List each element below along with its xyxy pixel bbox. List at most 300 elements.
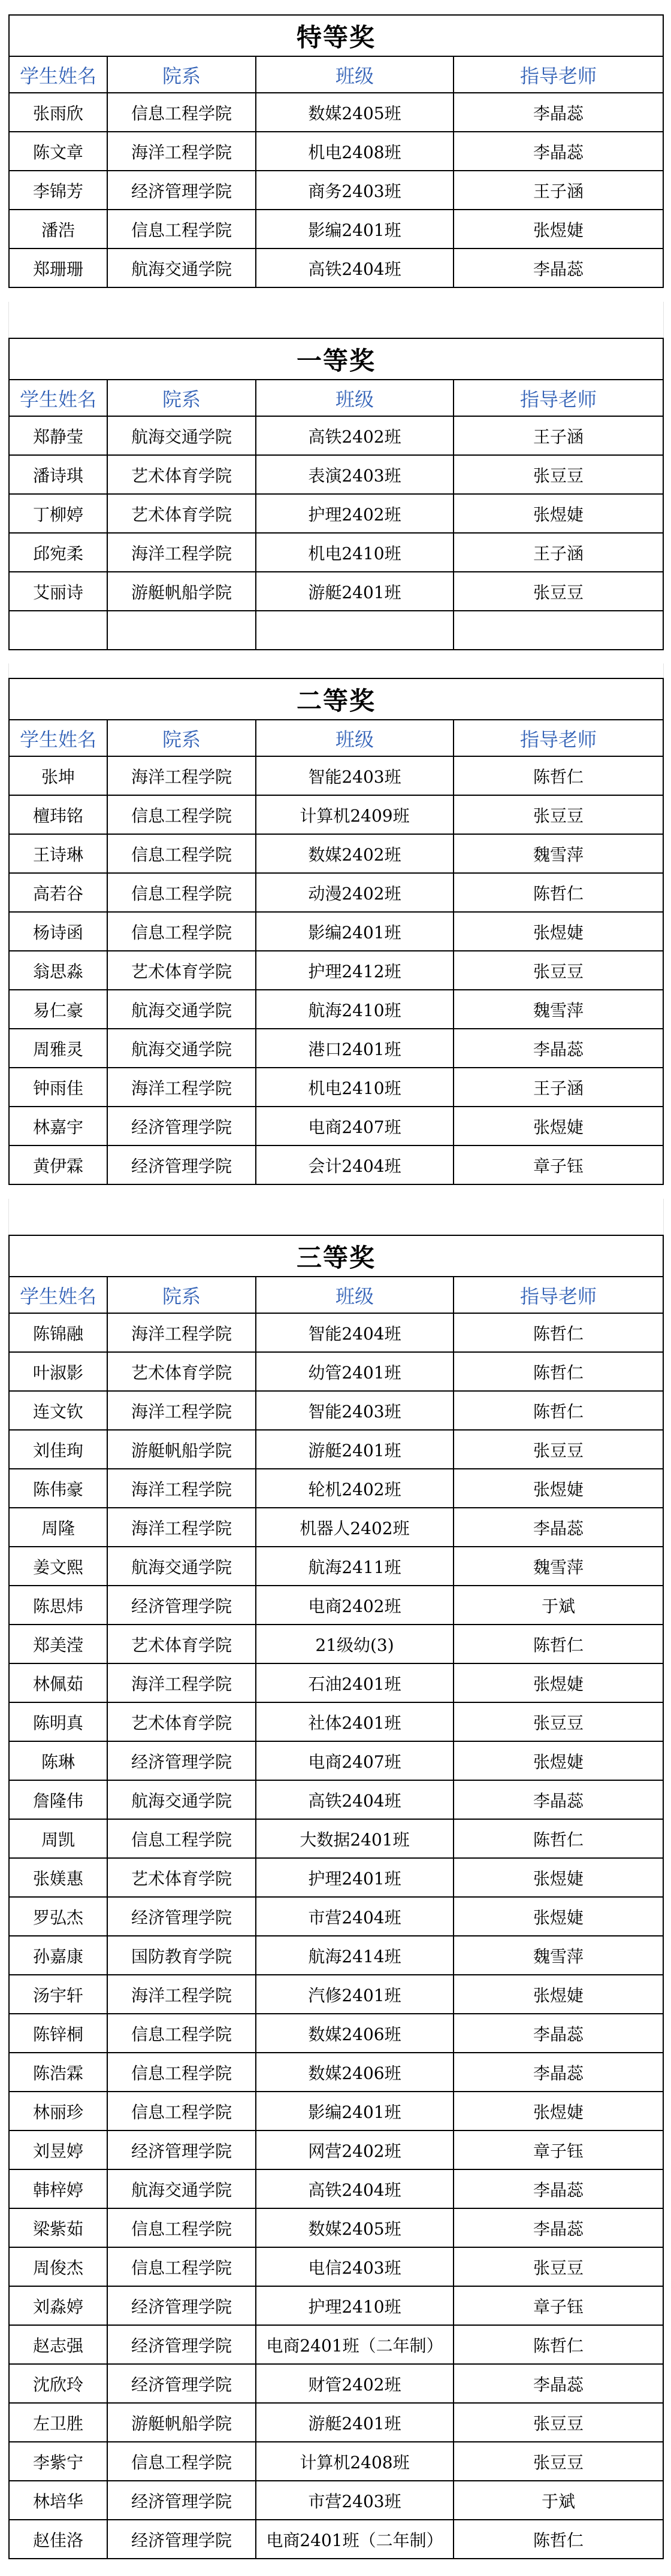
department-cell: 信息工程学院 [107, 2208, 256, 2247]
section-title: 特等奖 [9, 15, 663, 56]
advisor-cell: 章子钰 [454, 2286, 663, 2325]
department-cell: 游艇帆船学院 [107, 2403, 256, 2442]
advisor-cell: 张煜婕 [454, 1741, 663, 1780]
student-name-cell: 周雅灵 [9, 1029, 107, 1068]
table-body [9, 1313, 663, 2559]
class-cell: 机电2410班 [256, 1068, 454, 1107]
advisor-cell: 魏雪萍 [454, 990, 663, 1029]
advisor-cell: 张豆豆 [454, 572, 663, 611]
advisor-cell: 李晶蕊 [454, 248, 663, 287]
department-cell: 经济管理学院 [107, 2520, 256, 2559]
department-cell: 信息工程学院 [107, 2442, 256, 2481]
department-cell: 艺术体育学院 [107, 455, 256, 494]
department-cell: 经济管理学院 [107, 2130, 256, 2169]
class-cell: 汽修2401班 [256, 1975, 454, 2014]
table-row [9, 2403, 663, 2442]
department-cell: 经济管理学院 [107, 1741, 256, 1780]
class-cell: 港口2401班 [256, 1029, 454, 1068]
student-name-cell: 檀玮铭 [9, 795, 107, 834]
table-row [9, 2247, 663, 2286]
student-name-cell: 詹隆伟 [9, 1780, 107, 1819]
table-row [9, 951, 663, 990]
advisor-cell: 张煜婕 [454, 1663, 663, 1702]
advisor-cell: 陈哲仁 [454, 1819, 663, 1858]
advisor-cell: 张豆豆 [454, 951, 663, 990]
student-name-cell: 潘诗琪 [9, 455, 107, 494]
student-name-cell: 林培华 [9, 2481, 107, 2520]
class-cell: 商务2403班 [256, 171, 454, 210]
table-row [9, 1145, 663, 1184]
department-cell: 航海交通学院 [107, 416, 256, 455]
advisor-cell: 李晶蕊 [454, 93, 663, 132]
department-cell: 海洋工程学院 [107, 1975, 256, 2014]
student-name-cell: 周隆 [9, 1508, 107, 1547]
student-name-cell: 丁柳婷 [9, 494, 107, 533]
header-department: 院系 [107, 1277, 256, 1313]
class-cell: 大数据2401班 [256, 1819, 454, 1858]
class-cell: 电商2401班（二年制） [256, 2325, 454, 2364]
header-student-name: 学生姓名 [9, 1277, 107, 1313]
department-cell: 经济管理学院 [107, 1586, 256, 1625]
advisor-cell: 张豆豆 [454, 2247, 663, 2286]
class-cell: 电商2402班 [256, 1586, 454, 1625]
class-cell: 表演2403班 [256, 455, 454, 494]
class-cell: 数媒2406班 [256, 2053, 454, 2092]
advisor-cell: 李晶蕊 [454, 1029, 663, 1068]
department-cell: 经济管理学院 [107, 1145, 256, 1184]
department-cell: 海洋工程学院 [107, 1508, 256, 1547]
table-row [9, 1029, 663, 1068]
advisor-cell: 张煜婕 [454, 1897, 663, 1936]
advisor-cell: 于斌 [454, 1586, 663, 1625]
department-cell: 信息工程学院 [107, 2014, 256, 2053]
student-name-cell: 左卫胜 [9, 2403, 107, 2442]
advisor-cell: 陈哲仁 [454, 2520, 663, 2559]
class-cell: 航海2414班 [256, 1936, 454, 1975]
table-row [9, 2130, 663, 2169]
department-cell: 海洋工程学院 [107, 1068, 256, 1107]
department-cell: 信息工程学院 [107, 2053, 256, 2092]
advisor-cell: 陈哲仁 [454, 756, 663, 795]
table-row [9, 2092, 663, 2130]
header-advisor: 指导老师 [454, 380, 663, 416]
class-cell: 高铁2404班 [256, 248, 454, 287]
student-name-cell: 连文钦 [9, 1391, 107, 1430]
table-row [9, 171, 663, 210]
table-row [9, 1741, 663, 1780]
student-name-cell: 周俊杰 [9, 2247, 107, 2286]
award-section-second [8, 678, 663, 1185]
header-class: 班级 [256, 56, 454, 93]
advisor-cell: 李晶蕊 [454, 2169, 663, 2208]
class-cell: 轮机2402班 [256, 1469, 454, 1508]
header-student-name: 学生姓名 [9, 56, 107, 93]
department-cell: 信息工程学院 [107, 2247, 256, 2286]
department-cell: 游艇帆船学院 [107, 1430, 256, 1469]
header-advisor: 指导老师 [454, 720, 663, 756]
table-row [9, 1508, 663, 1547]
student-name-cell: 韩梓婷 [9, 2169, 107, 2208]
department-cell: 航海交通学院 [107, 248, 256, 287]
table-row [9, 494, 663, 533]
class-cell: 护理2401班 [256, 1858, 454, 1897]
table-row [9, 1313, 663, 1352]
advisor-cell: 张煜婕 [454, 210, 663, 248]
header-department: 院系 [107, 56, 256, 93]
student-name-cell: 罗弘杰 [9, 1897, 107, 1936]
student-name-cell: 邱宛柔 [9, 533, 107, 572]
department-cell: 航海交通学院 [107, 1547, 256, 1586]
class-cell: 护理2410班 [256, 2286, 454, 2325]
table-row [9, 1586, 663, 1625]
student-name-cell: 张雨欣 [9, 93, 107, 132]
table-row [9, 756, 663, 795]
table-row [9, 1352, 663, 1391]
student-name-cell: 张媄惠 [9, 1858, 107, 1897]
department-cell: 航海交通学院 [107, 1029, 256, 1068]
department-cell: 经济管理学院 [107, 1897, 256, 1936]
class-cell: 电商2407班 [256, 1741, 454, 1780]
empty-cell [256, 611, 454, 650]
department-cell: 海洋工程学院 [107, 756, 256, 795]
student-name-cell: 易仁豪 [9, 990, 107, 1029]
class-cell: 电商2407班 [256, 1107, 454, 1145]
student-name-cell: 王诗琳 [9, 834, 107, 873]
table-row [9, 1936, 663, 1975]
class-cell: 电商2401班（二年制） [256, 2520, 454, 2559]
student-name-cell: 高若谷 [9, 873, 107, 912]
student-name-cell: 李紫宁 [9, 2442, 107, 2481]
table-row [9, 2364, 663, 2403]
advisor-cell: 李晶蕊 [454, 132, 663, 171]
department-cell: 艺术体育学院 [107, 494, 256, 533]
award-table [8, 678, 664, 1185]
advisor-cell: 张豆豆 [454, 1702, 663, 1741]
class-cell: 影编2401班 [256, 2092, 454, 2130]
award-section-third [8, 1235, 663, 2559]
department-cell: 艺术体育学院 [107, 1858, 256, 1897]
table-row [9, 2053, 663, 2092]
department-cell: 艺术体育学院 [107, 951, 256, 990]
advisor-cell: 张豆豆 [454, 2403, 663, 2442]
department-cell: 海洋工程学院 [107, 1663, 256, 1702]
class-cell: 智能2403班 [256, 1391, 454, 1430]
table-row [9, 2208, 663, 2247]
student-name-cell: 陈文章 [9, 132, 107, 171]
student-name-cell: 黄伊霖 [9, 1145, 107, 1184]
advisor-cell: 陈哲仁 [454, 1625, 663, 1663]
header-class: 班级 [256, 1277, 454, 1313]
header-student-name: 学生姓名 [9, 380, 107, 416]
student-name-cell: 孙嘉康 [9, 1936, 107, 1975]
table-row [9, 2442, 663, 2481]
award-table [8, 14, 664, 288]
student-name-cell: 叶淑影 [9, 1352, 107, 1391]
advisor-cell: 王子涵 [454, 533, 663, 572]
student-name-cell: 李锦芳 [9, 171, 107, 210]
class-cell: 计算机2409班 [256, 795, 454, 834]
table-row [9, 2325, 663, 2364]
department-cell: 信息工程学院 [107, 1819, 256, 1858]
table-row [9, 1819, 663, 1858]
advisor-cell: 陈哲仁 [454, 873, 663, 912]
advisor-cell: 张豆豆 [454, 795, 663, 834]
department-cell: 信息工程学院 [107, 210, 256, 248]
advisor-cell: 章子钰 [454, 1145, 663, 1184]
table-row [9, 2481, 663, 2520]
student-name-cell: 陈锦融 [9, 1313, 107, 1352]
department-cell: 航海交通学院 [107, 1780, 256, 1819]
table-row [9, 2520, 663, 2559]
header-advisor: 指导老师 [454, 1277, 663, 1313]
student-name-cell: 刘昱婷 [9, 2130, 107, 2169]
table-row [9, 1430, 663, 1469]
class-cell: 石油2401班 [256, 1663, 454, 1702]
section-title: 一等奖 [9, 338, 663, 380]
empty-cell [107, 611, 256, 650]
student-name-cell: 赵志强 [9, 2325, 107, 2364]
student-name-cell: 郑珊珊 [9, 248, 107, 287]
class-cell: 影编2401班 [256, 912, 454, 951]
table-row [9, 912, 663, 951]
table-row [9, 1068, 663, 1107]
class-cell: 电信2403班 [256, 2247, 454, 2286]
table-row [9, 795, 663, 834]
table-row [9, 1107, 663, 1145]
class-cell: 机器人2402班 [256, 1508, 454, 1547]
class-cell: 市营2403班 [256, 2481, 454, 2520]
class-cell: 数媒2405班 [256, 2208, 454, 2247]
department-cell: 经济管理学院 [107, 2481, 256, 2520]
class-cell: 机电2410班 [256, 533, 454, 572]
class-cell: 护理2412班 [256, 951, 454, 990]
table-row [9, 1663, 663, 1702]
advisor-cell: 魏雪萍 [454, 1936, 663, 1975]
table-row [9, 1469, 663, 1508]
department-cell: 经济管理学院 [107, 171, 256, 210]
class-cell: 航海2411班 [256, 1547, 454, 1586]
class-cell: 游艇2401班 [256, 2403, 454, 2442]
department-cell: 海洋工程学院 [107, 1313, 256, 1352]
student-name-cell: 刘佳珣 [9, 1430, 107, 1469]
student-name-cell: 陈思炜 [9, 1586, 107, 1625]
department-cell: 信息工程学院 [107, 834, 256, 873]
department-cell: 经济管理学院 [107, 1107, 256, 1145]
class-cell: 财管2402班 [256, 2364, 454, 2403]
student-name-cell: 姜文熙 [9, 1547, 107, 1586]
advisor-cell: 张煜婕 [454, 1469, 663, 1508]
student-name-cell: 梁紫茹 [9, 2208, 107, 2247]
student-name-cell: 翁思淼 [9, 951, 107, 990]
advisor-cell: 王子涵 [454, 416, 663, 455]
table-row [9, 93, 663, 132]
class-cell: 航海2410班 [256, 990, 454, 1029]
award-section-special [8, 14, 663, 288]
advisor-cell: 张煜婕 [454, 912, 663, 951]
class-cell: 会计2404班 [256, 1145, 454, 1184]
department-cell: 海洋工程学院 [107, 1391, 256, 1430]
advisor-cell: 陈哲仁 [454, 1313, 663, 1352]
advisor-cell: 章子钰 [454, 2130, 663, 2169]
student-name-cell: 张坤 [9, 756, 107, 795]
table-body [9, 93, 663, 287]
table-row [9, 1975, 663, 2014]
table-row [9, 2169, 663, 2208]
class-cell: 动漫2402班 [256, 873, 454, 912]
table-row [9, 2286, 663, 2325]
table-row [9, 1391, 663, 1430]
class-cell: 网营2402班 [256, 2130, 454, 2169]
empty-cell [454, 611, 663, 650]
advisor-cell: 李晶蕊 [454, 2014, 663, 2053]
student-name-cell: 林嘉宇 [9, 1107, 107, 1145]
section-gap [8, 302, 664, 338]
empty-cell [9, 611, 107, 650]
section-gap [8, 1199, 664, 1235]
advisor-cell: 魏雪萍 [454, 1547, 663, 1586]
award-table [8, 1235, 664, 2559]
class-cell: 影编2401班 [256, 210, 454, 248]
department-cell: 经济管理学院 [107, 2286, 256, 2325]
advisor-cell: 张煜婕 [454, 494, 663, 533]
class-cell: 游艇2401班 [256, 1430, 454, 1469]
student-name-cell: 林佩茹 [9, 1663, 107, 1702]
class-cell: 幼管2401班 [256, 1352, 454, 1391]
table-row [9, 416, 663, 455]
student-name-cell: 郑美滢 [9, 1625, 107, 1663]
student-name-cell: 汤宇轩 [9, 1975, 107, 2014]
advisor-cell: 张豆豆 [454, 455, 663, 494]
department-cell: 游艇帆船学院 [107, 572, 256, 611]
table-row [9, 132, 663, 171]
advisor-cell: 魏雪萍 [454, 834, 663, 873]
class-cell: 社体2401班 [256, 1702, 454, 1741]
section-gap [8, 663, 664, 678]
advisor-cell: 张豆豆 [454, 1430, 663, 1469]
table-row [9, 990, 663, 1029]
department-cell: 国防教育学院 [107, 1936, 256, 1975]
class-cell: 计算机2408班 [256, 2442, 454, 2481]
advisor-cell: 李晶蕊 [454, 2053, 663, 2092]
section-title: 二等奖 [9, 678, 663, 720]
department-cell: 艺术体育学院 [107, 1702, 256, 1741]
table-body [9, 756, 663, 1184]
table-row [9, 834, 663, 873]
table-row [9, 533, 663, 572]
header-student-name: 学生姓名 [9, 720, 107, 756]
department-cell: 航海交通学院 [107, 990, 256, 1029]
department-cell: 经济管理学院 [107, 2325, 256, 2364]
department-cell: 信息工程学院 [107, 2092, 256, 2130]
section-title: 三等奖 [9, 1235, 663, 1277]
advisor-cell: 于斌 [454, 2481, 663, 2520]
department-cell: 信息工程学院 [107, 93, 256, 132]
table-row [9, 1625, 663, 1663]
advisor-cell: 李晶蕊 [454, 2364, 663, 2403]
department-cell: 艺术体育学院 [107, 1352, 256, 1391]
header-class: 班级 [256, 380, 454, 416]
class-cell: 数媒2402班 [256, 834, 454, 873]
student-name-cell: 陈伟豪 [9, 1469, 107, 1508]
student-name-cell: 杨诗函 [9, 912, 107, 951]
table-row [9, 2014, 663, 2053]
class-cell: 护理2402班 [256, 494, 454, 533]
department-cell: 信息工程学院 [107, 912, 256, 951]
department-cell: 信息工程学院 [107, 795, 256, 834]
class-cell: 游艇2401班 [256, 572, 454, 611]
student-name-cell: 林丽珍 [9, 2092, 107, 2130]
class-cell: 高铁2404班 [256, 1780, 454, 1819]
student-name-cell: 陈琳 [9, 1741, 107, 1780]
table-body [9, 416, 663, 650]
advisor-cell: 王子涵 [454, 1068, 663, 1107]
header-class: 班级 [256, 720, 454, 756]
table-row [9, 248, 663, 287]
department-cell: 海洋工程学院 [107, 132, 256, 171]
student-name-cell: 刘淼婷 [9, 2286, 107, 2325]
class-cell: 高铁2402班 [256, 416, 454, 455]
class-cell: 智能2404班 [256, 1313, 454, 1352]
blank-row [9, 611, 663, 650]
student-name-cell: 陈明真 [9, 1702, 107, 1741]
table-row [9, 572, 663, 611]
department-cell: 信息工程学院 [107, 873, 256, 912]
student-name-cell: 沈欣玲 [9, 2364, 107, 2403]
award-table [8, 338, 664, 650]
department-cell: 海洋工程学院 [107, 533, 256, 572]
advisor-cell: 李晶蕊 [454, 1780, 663, 1819]
header-department: 院系 [107, 380, 256, 416]
advisor-cell: 张煜婕 [454, 1975, 663, 2014]
student-name-cell: 钟雨佳 [9, 1068, 107, 1107]
table-row [9, 210, 663, 248]
student-name-cell: 艾丽诗 [9, 572, 107, 611]
department-cell: 艺术体育学院 [107, 1625, 256, 1663]
advisor-cell: 李晶蕊 [454, 1508, 663, 1547]
table-row [9, 1780, 663, 1819]
advisor-cell: 张煜婕 [454, 1858, 663, 1897]
table-row [9, 1897, 663, 1936]
student-name-cell: 潘浩 [9, 210, 107, 248]
advisor-cell: 张豆豆 [454, 2442, 663, 2481]
table-row [9, 1858, 663, 1897]
advisor-cell: 张煜婕 [454, 1107, 663, 1145]
advisor-cell: 王子涵 [454, 171, 663, 210]
class-cell: 数媒2405班 [256, 93, 454, 132]
table-row [9, 1547, 663, 1586]
advisor-cell: 陈哲仁 [454, 1391, 663, 1430]
student-name-cell: 郑静莹 [9, 416, 107, 455]
student-name-cell: 赵佳洛 [9, 2520, 107, 2559]
table-row [9, 455, 663, 494]
student-name-cell: 周凯 [9, 1819, 107, 1858]
advisor-cell: 李晶蕊 [454, 2208, 663, 2247]
advisor-cell: 陈哲仁 [454, 1352, 663, 1391]
award-section-first [8, 338, 663, 650]
header-advisor: 指导老师 [454, 56, 663, 93]
table-row [9, 1702, 663, 1741]
class-cell: 高铁2404班 [256, 2169, 454, 2208]
class-cell: 21级幼(3) [256, 1625, 454, 1663]
advisor-cell: 陈哲仁 [454, 2325, 663, 2364]
advisor-cell: 张煜婕 [454, 2092, 663, 2130]
student-name-cell: 陈锌桐 [9, 2014, 107, 2053]
class-cell: 市营2404班 [256, 1897, 454, 1936]
table-row [9, 873, 663, 912]
class-cell: 机电2408班 [256, 132, 454, 171]
header-department: 院系 [107, 720, 256, 756]
department-cell: 经济管理学院 [107, 2364, 256, 2403]
